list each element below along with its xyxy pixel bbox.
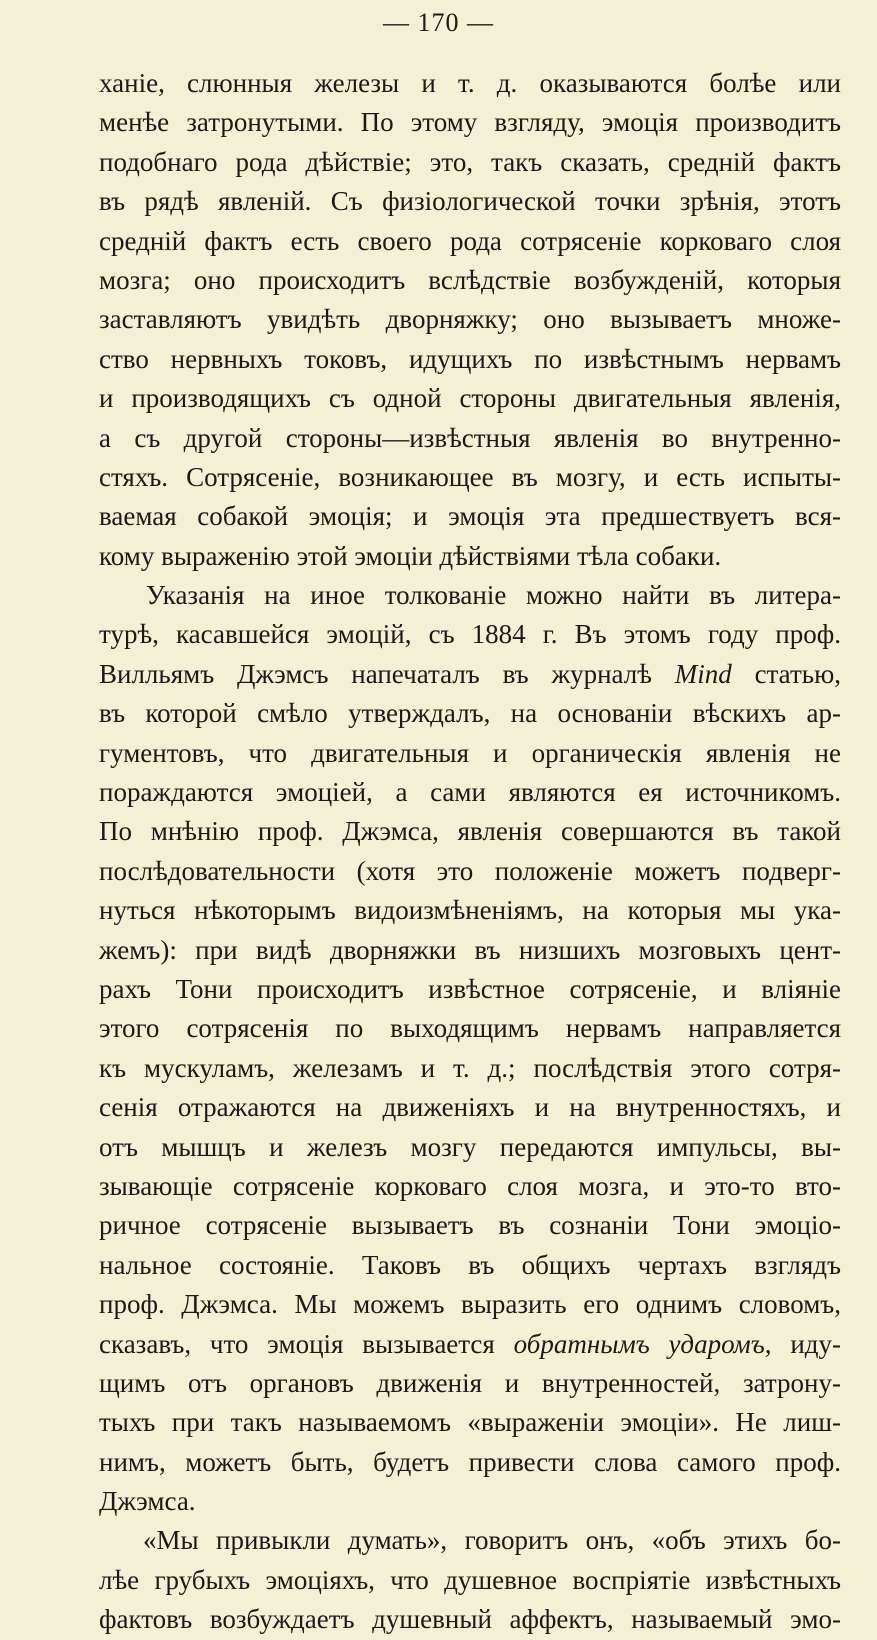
text-line: кому выраженію этой эмоціи дѣйствіями тѣла собаки. (99, 540, 722, 571)
text-line: нимъ, можетъ быть, будетъ привести слова самого проф. (99, 1446, 841, 1477)
text-line: По мнѣнію проф. Джэмса, явленія совершаются въ такой (99, 816, 841, 847)
page-number: — 170 — (383, 8, 494, 37)
text-line: а съ другой стороны—извѣстныя явленія во внутренно- (99, 422, 841, 453)
text-line: ваемая собакой эмоція; и эмоція эта предшествуетъ вся- (99, 501, 841, 532)
text-line: фактовъ возбуждаетъ душевный аффектъ, называемый эмо- (99, 1604, 841, 1635)
text-line: щимъ отъ органовъ движенія и внутренностей, затрону- (99, 1367, 841, 1398)
text-line: гументовъ, что двигательныя и органическія явленія не (99, 737, 841, 768)
text-line: ханіе, слюнныя железы и т. д. оказываются болѣе или (99, 68, 841, 98)
text-line: Указанія на иное толкованіе можно найти въ литера- (146, 580, 841, 611)
text-line: тыхъ при такъ называемомъ «выраженіи эмоціи». Не лиш- (99, 1407, 841, 1438)
text-line: и производящихъ съ одной стороны двигательныя явленія, (99, 383, 841, 414)
text-line: менѣе затронутыми. По этому взгляду, эмоція производитъ (99, 107, 841, 138)
text-line: ричное сотрясеніе вызываетъ въ сознаніи Тони эмоціо- (99, 1210, 841, 1241)
text-line: жемъ): при видѣ дворняжки въ низшихъ мозговыхъ цент- (99, 934, 841, 965)
text-line: въ рядѣ явленій. Съ физіологической точки зрѣнія, этотъ (99, 186, 841, 217)
text-line: къ мускуламъ, железамъ и т. д.; послѣдствія этого сотря- (99, 1052, 841, 1083)
text-line: ство нервныхъ токовъ, идущихъ по извѣстнымъ нервамъ (99, 343, 841, 374)
text-line: Вилльямъ Джэмсъ напечаталъ въ журналѣ Mind статью, (99, 658, 842, 689)
text-line: въ которой смѣло утверждалъ, на основаніи вѣскихъ ар- (99, 698, 841, 729)
text-line: нуться нѣкоторымъ видоизмѣненіямъ, на которыя мы ука- (99, 895, 841, 926)
text-line: сенія отражаются на движеніяхъ и на внутренностяхъ, и (99, 1092, 841, 1123)
text-line: стяхъ. Сотрясеніе, возникающее въ мозгу, и есть испыты- (99, 461, 841, 492)
text-line: средній фактъ есть своего рода сотрясеніе корковаго слоя (99, 225, 841, 256)
text-line: подобнаго рода дѣйствіе; это, такъ сказать, средній фактъ (99, 146, 841, 177)
text-line: нальное состояніе. Таковъ въ общихъ чертахъ взглядъ (99, 1249, 841, 1280)
text-line: зывающіе сотрясеніе корковаго слоя мозга, и это-то вто- (99, 1170, 841, 1201)
text-line: «Мы привыкли думать», говоритъ онъ, «объ этихъ бо- (143, 1525, 841, 1556)
text-line: сказавъ, что эмоція вызывается обратнымъ ударомъ, иду- (99, 1328, 841, 1359)
body-text (99, 64, 841, 1640)
text-line: заставляютъ увидѣть дворняжку; оно вызываетъ множе- (99, 304, 841, 335)
text-line: Джэмса. (99, 1486, 196, 1517)
text-line: рахъ Тони происходитъ извѣстное сотрясеніе, и вліяніе (99, 973, 841, 1004)
text-line: проф. Джэмса. Мы можемъ выразить его однимъ словомъ, (99, 1289, 841, 1320)
text-line: отъ мышцъ и железъ мозгу передаются импульсы, вы- (99, 1131, 841, 1162)
text-line: мозга; оно происходитъ вслѣдствіе возбужденій, которыя (99, 264, 841, 295)
text-line: послѣдовательности (хотя это положеніе можетъ подверг- (99, 855, 841, 886)
text-line: лѣе грубыхъ эмоціяхъ, что душевное воспріятіе извѣстныхъ (99, 1564, 841, 1595)
text-line: турѣ, касавшейся эмоцій, съ 1884 г. Въ этомъ году проф. (99, 619, 841, 650)
emphasized-text: Mind (674, 658, 732, 689)
emphasized-text: обратнымъ ударомъ, (513, 1328, 772, 1359)
text-line: пораждаются эмоціей, а сами являются ея источникомъ. (99, 777, 841, 808)
text-line: этого сотрясенія по выходящимъ нервамъ направляется (99, 1013, 841, 1044)
